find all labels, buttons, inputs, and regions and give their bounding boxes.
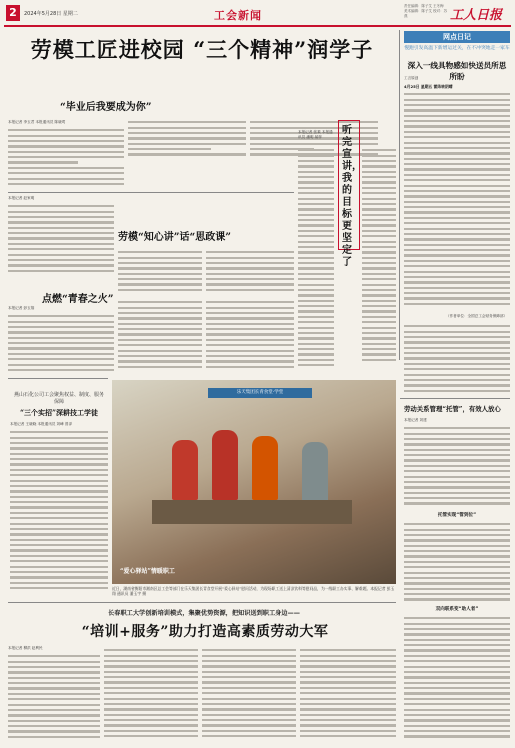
- right-lower-body-1: [404, 424, 510, 510]
- person-figure: [302, 442, 328, 502]
- lead-subhead-3: 点燃“青春之火”: [42, 294, 114, 305]
- lead-byline-3: 本报记者 彭玉翔: [8, 306, 35, 310]
- divider: [399, 30, 400, 360]
- sub2-col-3: [206, 248, 294, 294]
- mid-story-body: [10, 428, 108, 596]
- section-title: 工会新闻: [214, 9, 262, 22]
- lead-col-1: [8, 126, 124, 188]
- dateline: 2024年5月28日 星期二: [24, 11, 78, 17]
- bottom-kicker: 长春职工大学创新培训模式，集聚优势资源，把知识送到职工身边——: [108, 610, 300, 617]
- masthead-rule: [4, 25, 511, 27]
- page-number: 2: [6, 5, 20, 21]
- quote-col-b: [362, 146, 396, 374]
- quote-headline: 听完宣讲，我的目标更坚定了: [342, 125, 362, 268]
- sidebar-kicker: 慢跑引发高温下新增运过关，在不冲突地走一家车: [404, 46, 510, 51]
- sub3-col-1: [8, 312, 114, 372]
- sidebar-date: 4月25日 星期五 雷阵转阴晴: [404, 84, 453, 89]
- table: [152, 500, 352, 524]
- person-figure: [212, 430, 238, 500]
- right-lower-body-2: [404, 520, 510, 604]
- bottom-byline: 本报记者 柳洪 赵利民: [8, 646, 43, 650]
- photo-banner: 乐天集团长青食堂·学堂: [208, 388, 312, 398]
- mid-story-headline: “三个实招”深耕技工学徒: [19, 408, 99, 417]
- sub3-col-2: [118, 298, 202, 372]
- right-lower-headline: 劳动关系管理“托管”，有效人放心: [404, 405, 501, 413]
- lead-byline-2: 本报记者 赵家明: [8, 196, 35, 200]
- right-lower-body-3: [404, 614, 510, 742]
- person-figure: [172, 440, 198, 500]
- sidebar-byline: 工言原创: [404, 76, 419, 80]
- right-lower-sub-2: 双向联系变“助人者”: [435, 607, 479, 612]
- sub2-col-2: [118, 248, 202, 294]
- quote-box: [338, 120, 362, 268]
- sidebar-tag: 网点日记: [404, 31, 510, 43]
- editor-credits: 责任编辑：陈子艾 王冬梅 美术编辑：陈子艾 校对：苏燕: [404, 4, 448, 18]
- quote-byline: 本报记者 张乘 本报通讯员 潘明 郝梓: [298, 130, 333, 139]
- right-lower-sub-1: 托管实现“管到位”: [437, 513, 477, 518]
- rule: [8, 378, 108, 379]
- bottom-headline: “培训+服务”助力打造高素质劳动大军: [81, 624, 329, 640]
- rule: [8, 602, 396, 603]
- bottom-col-1: [8, 652, 100, 742]
- quote-col-a: [298, 146, 334, 374]
- bottom-col-2: [104, 646, 198, 742]
- sidebar-body: [404, 90, 510, 312]
- sub2-col-1: [8, 202, 114, 274]
- photo-caption: 近日，湖南省衡阳市湘南区总工会等部门在乐天集团长青食堂开展“爱心驿站”慰问活动，为现场职工送上清凉饮料等慰问品，为一线职工办实事、解难题。本报记者 彭玉翔 通讯员 潘玉宇 摄: [112, 586, 395, 596]
- mid-story-byline: 本报记者 王晓晓 本报通讯员 刘峰 曾泽: [10, 422, 73, 426]
- sidebar-tail: [404, 322, 510, 394]
- photo-title: “爱心驿站”情暖职工: [120, 568, 175, 575]
- lead-subhead-2: 劳模“知心讲”话“思政课”: [118, 232, 232, 243]
- news-photo: [112, 380, 396, 584]
- lead-subhead-1: “毕业后我要成为你”: [60, 102, 152, 113]
- bottom-col-4: [300, 646, 396, 742]
- newspaper-logo: 工人日报: [450, 8, 503, 23]
- rule: [8, 192, 294, 193]
- masthead: [0, 0, 515, 26]
- rule: [400, 398, 510, 399]
- mid-story-kicker: 燕山石化公司工会聚焦权益、制度、服务保障: [14, 392, 105, 405]
- sidebar-headline: 深入一线具物感如快送员所思所盼: [407, 61, 507, 81]
- lead-headline: 劳模工匠进校园 “三个精神”润学子: [30, 37, 374, 62]
- person-figure: [252, 436, 278, 500]
- sidebar-signoff: （作者单位：全国总工会财务保障部）: [446, 314, 508, 318]
- bottom-col-3: [202, 646, 296, 742]
- sub3-col-3: [206, 298, 294, 372]
- lead-col-2: [128, 118, 246, 158]
- right-lower-byline: 本报记者 刘建: [404, 418, 427, 422]
- lead-byline-1: 本报记者 李玉君 本报通讯员 陈晓莺: [8, 120, 66, 124]
